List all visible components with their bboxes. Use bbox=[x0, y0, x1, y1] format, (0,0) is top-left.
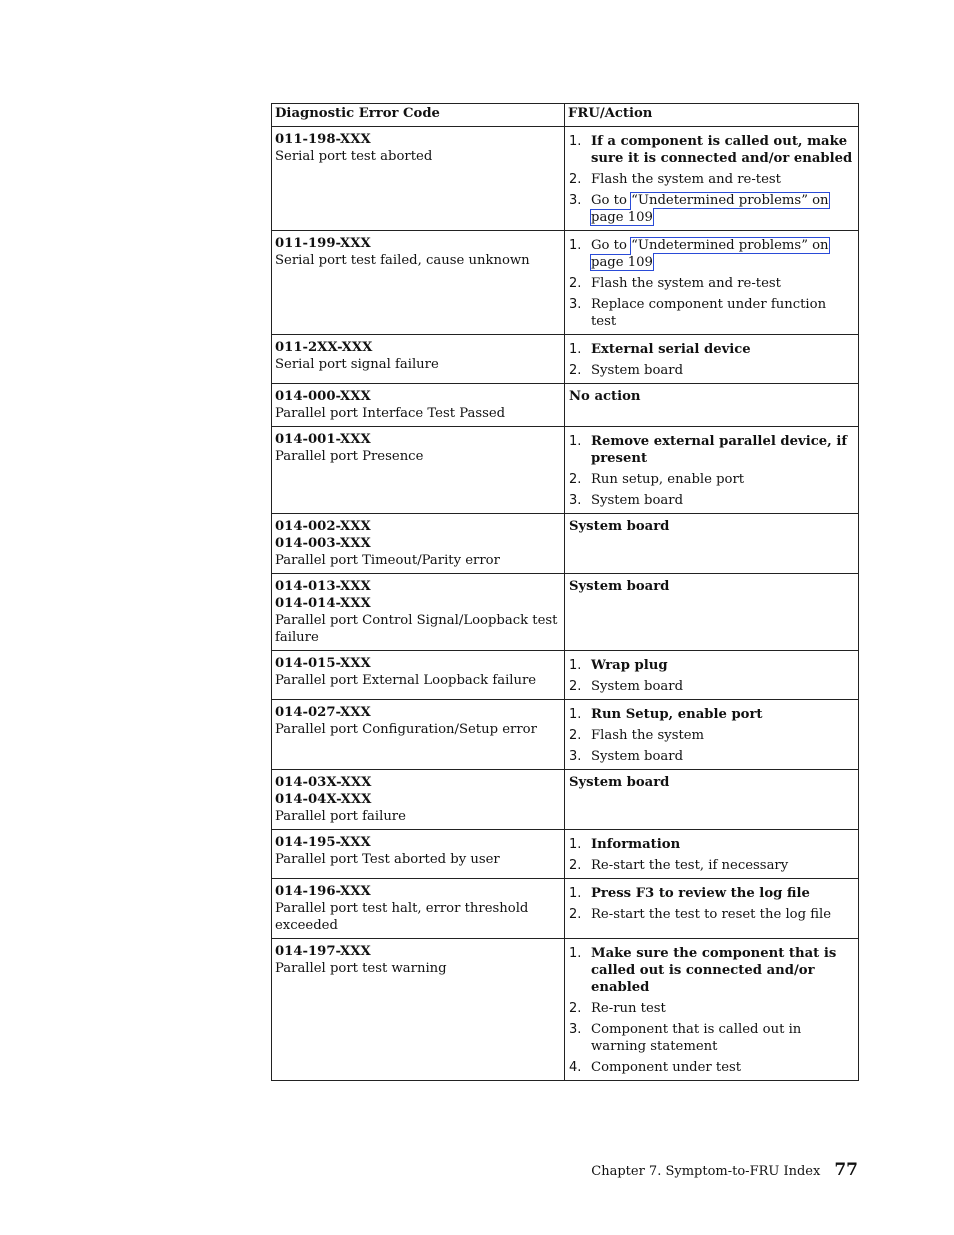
table-row bbox=[272, 514, 859, 574]
table-row bbox=[272, 574, 859, 651]
action-step bbox=[569, 471, 855, 488]
step-text: Replace component under function test bbox=[591, 297, 827, 329]
step-text-prefix: Go to bbox=[591, 193, 632, 208]
error-code: 014-04X-XXX bbox=[275, 792, 372, 807]
diagnostic-table-container bbox=[271, 103, 858, 1081]
table-row bbox=[272, 700, 859, 770]
error-description: Parallel port Test aborted by user bbox=[275, 852, 500, 867]
error-code: 014-003-XXX bbox=[275, 536, 371, 551]
error-code-cell bbox=[272, 939, 565, 1081]
step-text: Flash the system and re-test bbox=[591, 172, 781, 187]
action-step bbox=[569, 296, 855, 330]
step-number: 1. bbox=[569, 238, 582, 253]
error-code-cell bbox=[272, 335, 565, 384]
action-text: No action bbox=[569, 389, 641, 404]
table-row bbox=[272, 127, 859, 231]
table-row bbox=[272, 939, 859, 1081]
error-code-cell bbox=[272, 127, 565, 231]
action-step bbox=[569, 857, 855, 874]
error-code-cell bbox=[272, 514, 565, 574]
error-code: 014-027-XXX bbox=[275, 705, 371, 720]
error-code-cell bbox=[272, 651, 565, 700]
step-text: Wrap plug bbox=[591, 658, 668, 673]
action-step bbox=[569, 885, 855, 902]
page-number: 77 bbox=[834, 1160, 858, 1180]
step-text: Flash the system bbox=[591, 728, 705, 743]
fru-action-cell bbox=[565, 514, 859, 574]
action-step bbox=[569, 748, 855, 765]
step-number: 2. bbox=[569, 679, 582, 694]
action-step bbox=[569, 237, 855, 271]
action-step bbox=[569, 657, 855, 674]
fru-action-cell bbox=[565, 335, 859, 384]
error-code: 014-196-XXX bbox=[275, 884, 371, 899]
fru-action-cell bbox=[565, 574, 859, 651]
error-code-cell bbox=[272, 830, 565, 879]
fru-action-cell bbox=[565, 830, 859, 879]
action-step bbox=[569, 133, 855, 167]
table-row bbox=[272, 335, 859, 384]
step-text: System board bbox=[591, 493, 684, 508]
step-text: Make sure the component that is called out is connected and/or enabled bbox=[591, 946, 837, 995]
step-number: 2. bbox=[569, 472, 582, 487]
error-code: 011-2XX-XXX bbox=[275, 340, 373, 355]
fru-action-cell bbox=[565, 770, 859, 830]
step-number: 4. bbox=[569, 1060, 582, 1075]
fru-action-cell bbox=[565, 700, 859, 770]
table-row bbox=[272, 830, 859, 879]
step-number: 2. bbox=[569, 728, 582, 743]
step-number: 3. bbox=[569, 193, 582, 208]
fru-action-cell bbox=[565, 231, 859, 335]
fru-action-cell bbox=[565, 427, 859, 514]
step-text: Remove external parallel device, if present bbox=[591, 434, 847, 466]
step-number: 1. bbox=[569, 707, 582, 722]
step-number: 2. bbox=[569, 363, 582, 378]
step-text: Run setup, enable port bbox=[591, 472, 745, 487]
step-number: 1. bbox=[569, 837, 582, 852]
action-step bbox=[569, 678, 855, 695]
chapter-title: Chapter 7. Symptom-to-FRU Index bbox=[591, 1164, 821, 1179]
action-text: System board bbox=[569, 579, 670, 594]
step-text-prefix: Go to bbox=[591, 238, 632, 253]
step-number: 2. bbox=[569, 1001, 582, 1016]
action-step bbox=[569, 171, 855, 188]
action-step bbox=[569, 362, 855, 379]
action-step bbox=[569, 1000, 855, 1017]
action-step bbox=[569, 492, 855, 509]
error-description: Parallel port Presence bbox=[275, 449, 424, 464]
fru-action-cell bbox=[565, 127, 859, 231]
fru-action-cell bbox=[565, 384, 859, 427]
action-step bbox=[569, 341, 855, 358]
action-steps-list bbox=[569, 706, 855, 765]
step-number: 1. bbox=[569, 342, 582, 357]
step-text: Re-run test bbox=[591, 1001, 666, 1016]
column-header-code: Diagnostic Error Code bbox=[272, 104, 565, 127]
action-step bbox=[569, 906, 855, 923]
action-step bbox=[569, 275, 855, 292]
error-code: 014-002-XXX bbox=[275, 519, 371, 534]
error-code: 014-014-XXX bbox=[275, 596, 371, 611]
step-number: 1. bbox=[569, 434, 582, 449]
error-code-cell bbox=[272, 770, 565, 830]
error-description: Serial port test failed, cause unknown bbox=[275, 253, 530, 268]
error-description: Parallel port Configuration/Setup error bbox=[275, 722, 537, 737]
error-description: Parallel port External Loopback failure bbox=[275, 673, 537, 688]
step-number: 2. bbox=[569, 858, 582, 873]
fru-action-cell bbox=[565, 879, 859, 939]
action-text: System board bbox=[569, 775, 670, 790]
error-code: 014-015-XXX bbox=[275, 656, 371, 671]
action-steps-list bbox=[569, 341, 855, 379]
action-step bbox=[569, 433, 855, 467]
action-step bbox=[569, 1021, 855, 1055]
step-number: 1. bbox=[569, 946, 582, 961]
step-text: External serial device bbox=[591, 342, 751, 357]
table-row bbox=[272, 231, 859, 335]
step-text: Flash the system and re-test bbox=[591, 276, 781, 291]
cross-reference-link[interactable]: “Undetermined problems” on page 109 bbox=[591, 238, 829, 270]
error-code-cell bbox=[272, 879, 565, 939]
error-code: 014-197-XXX bbox=[275, 944, 371, 959]
action-steps-list bbox=[569, 657, 855, 695]
table-row bbox=[272, 651, 859, 700]
step-number: 3. bbox=[569, 1022, 582, 1037]
error-code: 014-000-XXX bbox=[275, 389, 371, 404]
step-text: Re-start the test to reset the log file bbox=[591, 907, 832, 922]
table-row bbox=[272, 427, 859, 514]
step-number: 2. bbox=[569, 172, 582, 187]
table-row bbox=[272, 770, 859, 830]
action-step bbox=[569, 727, 855, 744]
column-header-action: FRU/Action bbox=[565, 104, 859, 127]
error-code: 011-198-XXX bbox=[275, 132, 371, 147]
action-step bbox=[569, 945, 855, 996]
error-description: Parallel port test warning bbox=[275, 961, 447, 976]
action-steps-list bbox=[569, 133, 855, 226]
step-number: 1. bbox=[569, 886, 582, 901]
step-number: 1. bbox=[569, 134, 582, 149]
error-code-cell bbox=[272, 700, 565, 770]
error-description: Parallel port Control Signal/Loopback test failure bbox=[275, 613, 558, 645]
action-steps-list bbox=[569, 836, 855, 874]
action-steps-list bbox=[569, 945, 855, 1076]
action-step bbox=[569, 706, 855, 723]
fru-action-cell bbox=[565, 651, 859, 700]
error-code-cell bbox=[272, 384, 565, 427]
action-steps-list bbox=[569, 237, 855, 330]
step-text: Run Setup, enable port bbox=[591, 707, 763, 722]
error-description: Parallel port test halt, error threshold exceeded bbox=[275, 901, 529, 933]
error-code: 014-195-XXX bbox=[275, 835, 371, 850]
table-header-row bbox=[272, 104, 859, 127]
error-description: Serial port test aborted bbox=[275, 149, 433, 164]
step-text: If a component is called out, make sure it is connected and/or enabled bbox=[591, 134, 853, 166]
step-text: System board bbox=[591, 363, 684, 378]
action-step bbox=[569, 1059, 855, 1076]
error-description: Parallel port failure bbox=[275, 809, 406, 824]
error-code: 011-199-XXX bbox=[275, 236, 371, 251]
error-code: 014-001-XXX bbox=[275, 432, 371, 447]
action-text: System board bbox=[569, 519, 670, 534]
error-description: Serial port signal failure bbox=[275, 357, 439, 372]
step-text bbox=[591, 237, 855, 271]
error-description: Parallel port Interface Test Passed bbox=[275, 406, 506, 421]
error-code: 014-013-XXX bbox=[275, 579, 371, 594]
error-code-cell bbox=[272, 427, 565, 514]
step-text: Press F3 to review the log file bbox=[591, 886, 810, 901]
step-text: Information bbox=[591, 837, 681, 852]
error-code-cell bbox=[272, 231, 565, 335]
diagnostic-error-table bbox=[271, 103, 859, 1081]
page-footer bbox=[591, 1160, 858, 1180]
table-body bbox=[272, 127, 859, 1081]
step-text: Component that is called out in warning statement bbox=[591, 1022, 802, 1054]
step-number: 2. bbox=[569, 276, 582, 291]
action-step bbox=[569, 192, 855, 226]
action-steps-list bbox=[569, 433, 855, 509]
action-step bbox=[569, 836, 855, 853]
error-code: 014-03X-XXX bbox=[275, 775, 372, 790]
action-steps-list bbox=[569, 885, 855, 923]
cross-reference-link[interactable]: “Undetermined problems” on page 109 bbox=[591, 193, 829, 225]
fru-action-cell bbox=[565, 939, 859, 1081]
step-number: 3. bbox=[569, 749, 582, 764]
step-number: 3. bbox=[569, 297, 582, 312]
table-row bbox=[272, 879, 859, 939]
error-description: Parallel port Timeout/Parity error bbox=[275, 553, 500, 568]
table-row bbox=[272, 384, 859, 427]
step-text: Re-start the test, if necessary bbox=[591, 858, 789, 873]
step-text: System board bbox=[591, 749, 684, 764]
step-text: Component under test bbox=[591, 1060, 742, 1075]
step-number: 1. bbox=[569, 658, 582, 673]
error-code-cell bbox=[272, 574, 565, 651]
step-text bbox=[591, 192, 855, 226]
step-number: 2. bbox=[569, 907, 582, 922]
step-number: 3. bbox=[569, 493, 582, 508]
step-text: System board bbox=[591, 679, 684, 694]
